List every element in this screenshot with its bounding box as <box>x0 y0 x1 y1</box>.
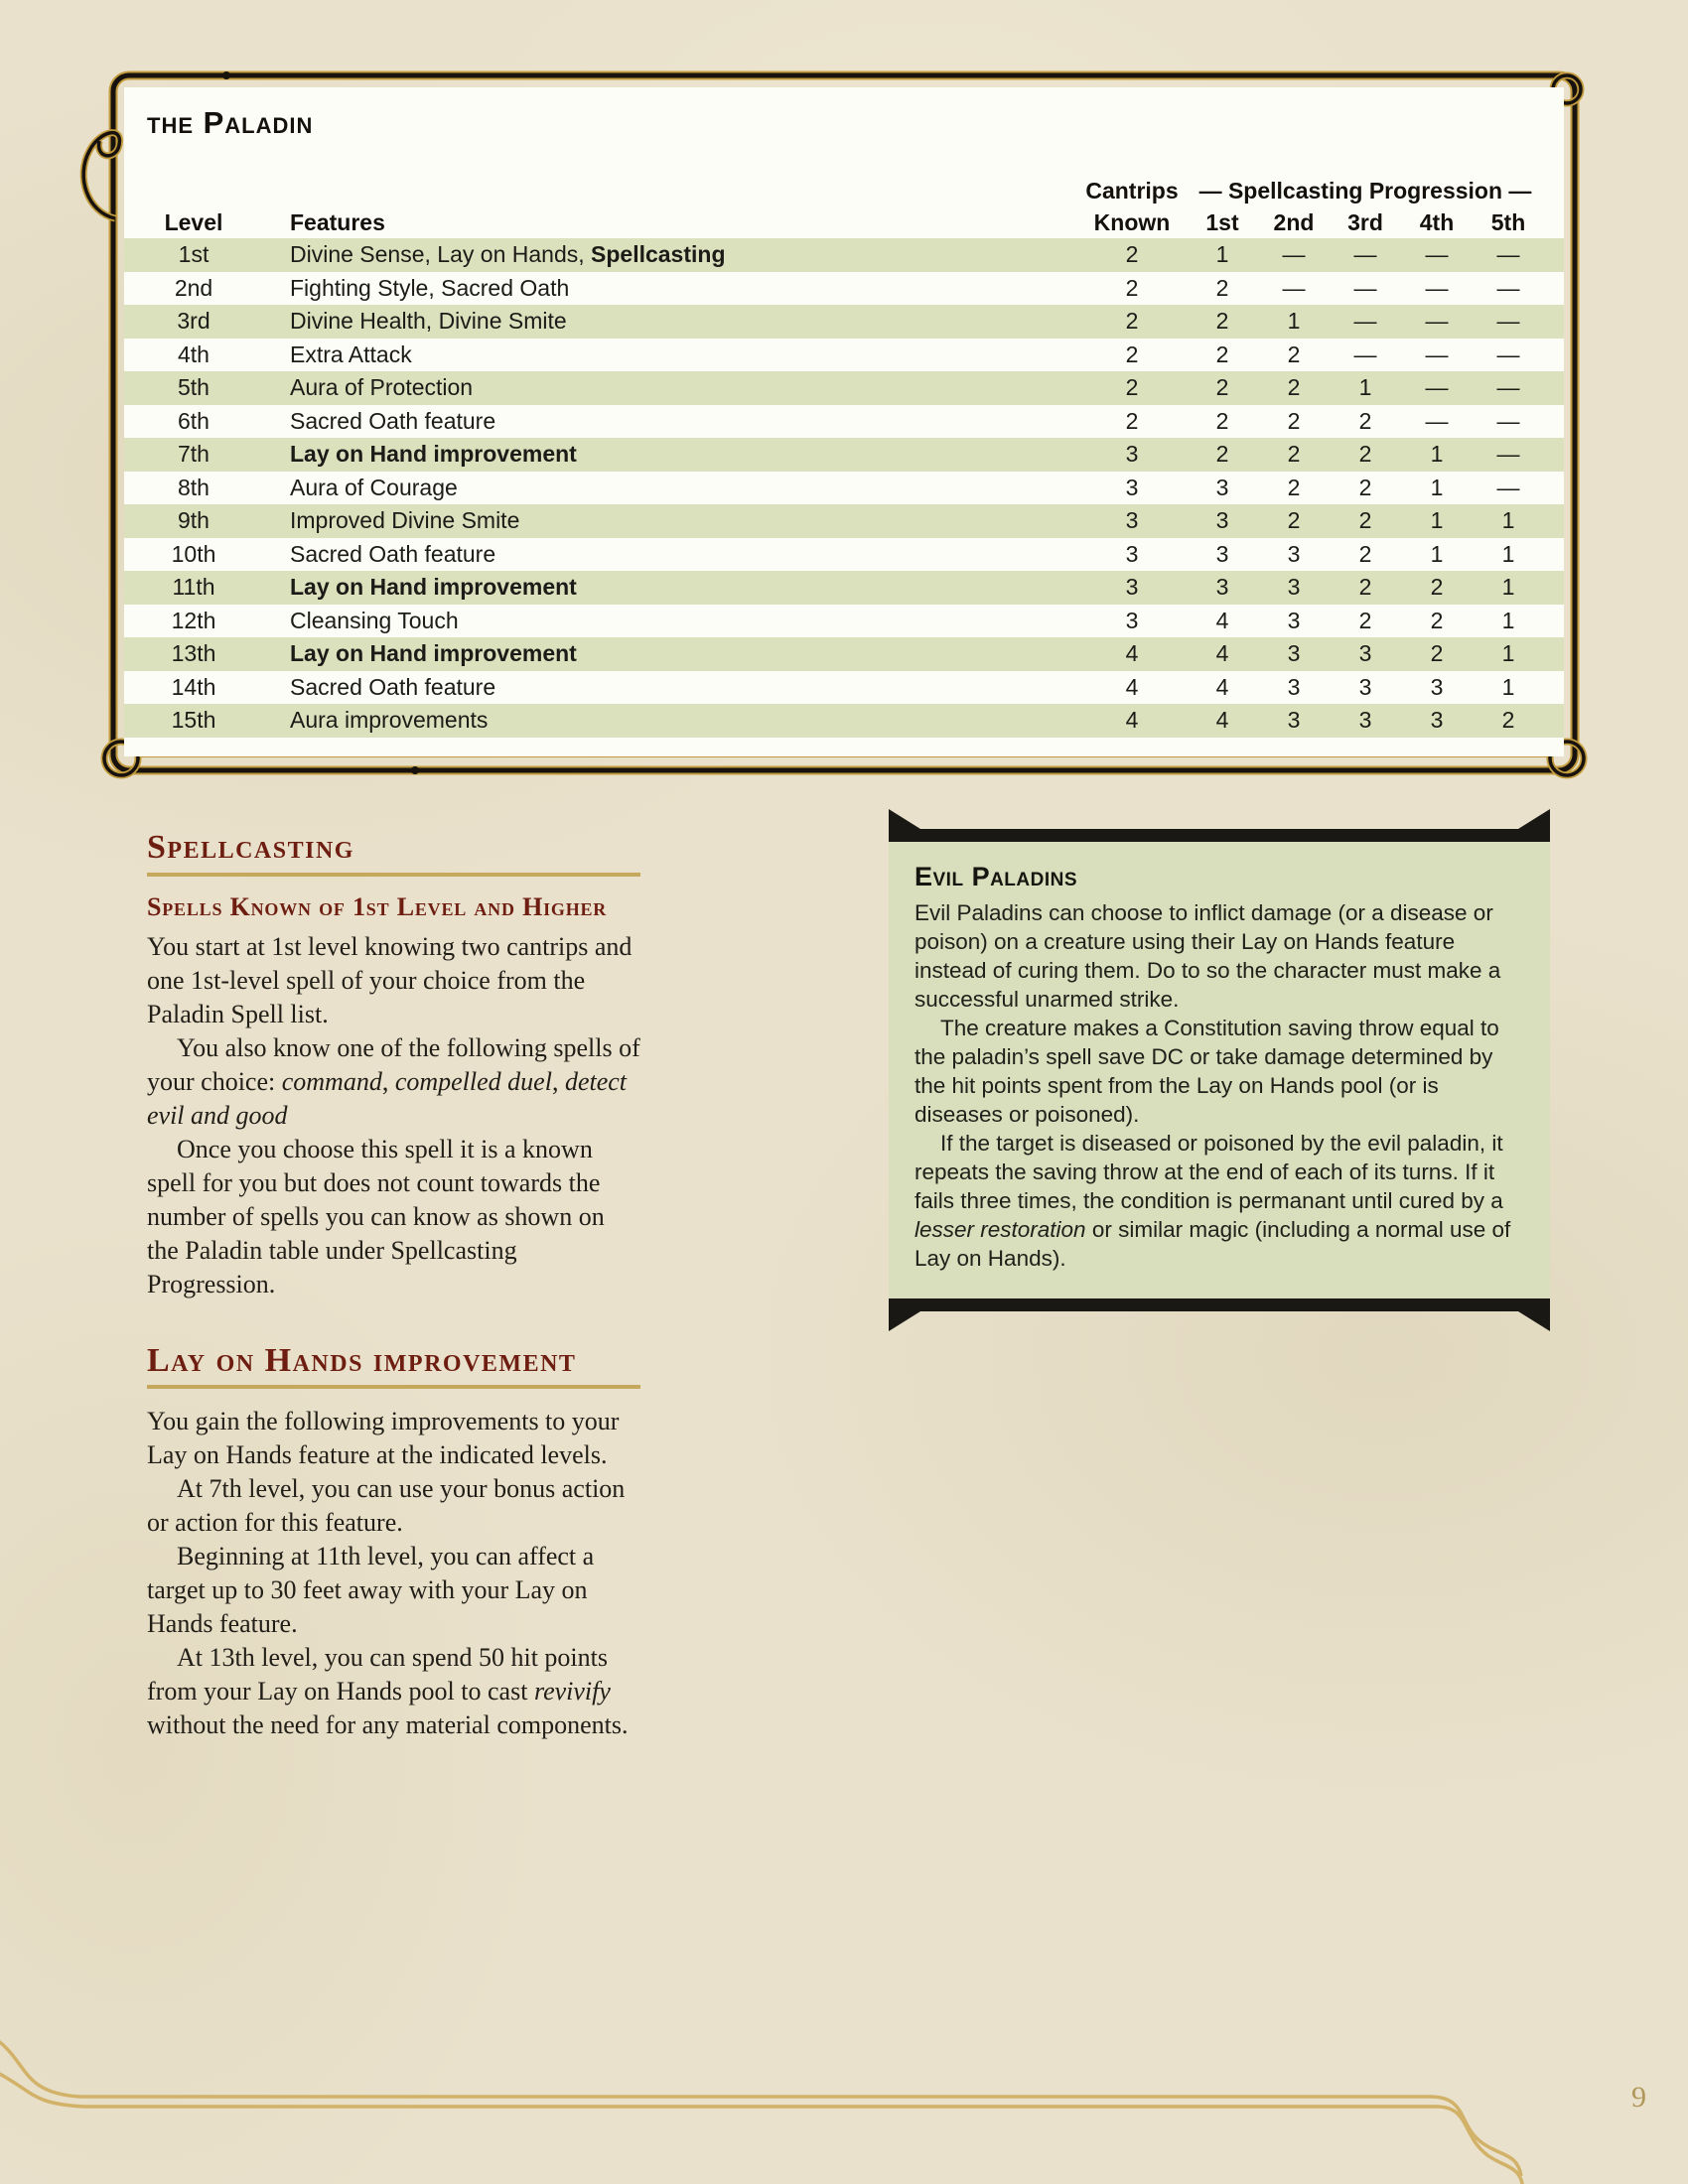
slot-cell: 3 <box>1358 673 1372 700</box>
slot-cell: 2 <box>1358 474 1372 500</box>
features-cell: Fighting Style, Sacred Oath <box>290 274 570 301</box>
slot-cell: 1 <box>1430 441 1444 468</box>
slot-cell: — <box>1496 274 1520 301</box>
slot-cell: 1 <box>1287 308 1301 335</box>
features-header: Features <box>290 208 385 235</box>
slot-cell: 1 <box>1430 474 1444 500</box>
slot-cell: 2 <box>1215 308 1229 335</box>
slot-cell: — <box>1353 308 1377 335</box>
level-header: Level <box>164 208 223 235</box>
table-row <box>124 339 1564 372</box>
features-cell: Aura of Protection <box>290 374 474 401</box>
slot-cell: — <box>1425 341 1449 367</box>
level-cell: 12th <box>171 607 216 633</box>
level-cell: 1st <box>178 241 210 268</box>
table-row <box>124 704 1564 738</box>
slot-cell: 2 <box>1287 474 1301 500</box>
slot-cell: 2 <box>1430 607 1444 633</box>
level-cell: 9th <box>178 507 210 534</box>
table-title: the Paladin <box>147 105 314 140</box>
slot-cell: — <box>1496 341 1520 367</box>
table-row <box>124 371 1564 405</box>
slot-cell: 1 <box>1430 507 1444 534</box>
slot-cell: — <box>1425 374 1449 401</box>
slot-cell: 3 <box>1215 574 1229 601</box>
cantrips-cell: 3 <box>1125 441 1139 468</box>
slot-cell: 2 <box>1287 407 1301 434</box>
gold-rule <box>147 1385 640 1389</box>
cantrips-cell: 2 <box>1125 407 1139 434</box>
slot-cell: 2 <box>1358 607 1372 633</box>
banner-right-triangle <box>1518 809 1550 829</box>
cantrips-cell: 2 <box>1125 341 1139 367</box>
lay-on-hands-paragraphs <box>147 1405 640 1742</box>
slot-cell: 3 <box>1430 707 1444 734</box>
slot-cell: 4 <box>1215 640 1229 667</box>
slot-cell: — <box>1282 274 1306 301</box>
slot-cell: — <box>1496 407 1520 434</box>
slot-cell: — <box>1353 274 1377 301</box>
evil-paladins-paragraph: If the target is diseased or poisoned by the evil paladin, it repeats the saving throw at the end of each of its turns. If it fails three times, the condition is permanant until cured by a lesser restoration or similar magic (including a normal use of Lay on Hands). <box>914 1131 1511 1271</box>
slot-cell: 2 <box>1358 407 1372 434</box>
footer-flourish <box>0 2005 1688 2184</box>
slot-cell: — <box>1496 474 1520 500</box>
slot-header-5th: 5th <box>1490 208 1526 235</box>
slot-header-4th: 4th <box>1419 208 1455 235</box>
cantrips-cell: 2 <box>1125 274 1139 301</box>
box-bottom-banner <box>889 1298 1550 1311</box>
level-cell: 6th <box>178 407 210 434</box>
spellcasting-heading: Spellcasting <box>147 829 354 866</box>
slot-cell: 1 <box>1358 374 1372 401</box>
lay-on-hands-paragraph: You gain the following improvements to your Lay on Hands feature at the indicated levels. <box>147 1407 620 1470</box>
slot-cell: 1 <box>1501 640 1515 667</box>
slot-cell: 4 <box>1215 607 1229 633</box>
features-cell: Divine Sense, Lay on Hands, Spellcasting <box>290 241 726 268</box>
slot-cell: 2 <box>1430 640 1444 667</box>
cantrips-cell: 2 <box>1125 308 1139 335</box>
slot-cell: 2 <box>1501 707 1515 734</box>
spells-known-subheading: Spells Known of 1st Level and Higher <box>147 891 608 921</box>
slot-cell: 3 <box>1287 540 1301 567</box>
spellcasting-paragraph: You also know one of the following spells of your choice: command, compelled duel, detect evil and good <box>147 1032 640 1130</box>
slot-cell: 4 <box>1215 707 1229 734</box>
table-row <box>124 538 1564 572</box>
level-cell: 15th <box>171 707 216 734</box>
slot-cell: 1 <box>1430 540 1444 567</box>
cantrips-cell: 3 <box>1125 474 1139 500</box>
slot-cell: 1 <box>1501 673 1515 700</box>
slot-cell: 3 <box>1358 640 1372 667</box>
level-cell: 11th <box>172 574 215 601</box>
table-row <box>124 637 1564 671</box>
cantrips-cell: 3 <box>1125 574 1139 601</box>
level-cell: 7th <box>178 441 210 468</box>
slot-cell: 3 <box>1287 607 1301 633</box>
slot-cell: 1 <box>1215 241 1229 268</box>
features-cell: Sacred Oath feature <box>290 407 496 434</box>
features-cell: Divine Health, Divine Smite <box>290 308 567 335</box>
slot-cell: 3 <box>1287 640 1301 667</box>
table-row <box>124 405 1564 439</box>
slot-header-3rd: 3rd <box>1347 208 1383 235</box>
evil-paladins-title: Evil Paladins <box>914 862 1078 891</box>
evil-box-paragraphs <box>914 898 1526 1273</box>
level-cell: 4th <box>178 341 210 367</box>
cantrips-cell: 3 <box>1125 607 1139 633</box>
slot-cell: — <box>1496 241 1520 268</box>
slot-cell: 3 <box>1287 707 1301 734</box>
slot-cell: 4 <box>1215 673 1229 700</box>
evil-paladins-content <box>889 842 1550 1298</box>
spellcasting-paragraphs <box>147 930 640 1301</box>
table-row <box>124 671 1564 705</box>
cantrips-cell: 3 <box>1125 540 1139 567</box>
features-cell: Sacred Oath feature <box>290 673 496 700</box>
table-row <box>124 571 1564 605</box>
table-row <box>124 504 1564 538</box>
slot-cell: 2 <box>1287 341 1301 367</box>
gold-rule <box>147 873 640 877</box>
level-cell: 5th <box>178 374 210 401</box>
spellcasting-paragraph: Once you choose this spell it is a known spell for you but does not count towards the number of spells you can know as shown on the Paladin table under Spellcasting Progression. <box>147 1134 605 1298</box>
lay-on-hands-paragraph: At 7th level, you can use your bonus action or action for this feature. <box>147 1474 626 1538</box>
lay-on-hands-paragraph: At 13th level, you can spend 50 hit points from your Lay on Hands pool to cast revivify without the need for any material components. <box>147 1643 629 1740</box>
features-cell: Lay on Hand improvement <box>290 574 577 601</box>
cantrips-cell: 2 <box>1125 374 1139 401</box>
lay-on-hands-paragraph: Beginning at 11th level, you can affect a target up to 30 feet away with your Lay on Hands feature. <box>147 1542 595 1639</box>
table-header-row-bottom <box>124 206 1564 238</box>
slot-header-2nd: 2nd <box>1273 208 1315 235</box>
features-cell: Aura of Courage <box>290 474 458 500</box>
main-text-column <box>147 830 640 1742</box>
cantrips-header-line2: Known <box>1093 208 1171 235</box>
level-cell: 3rd <box>177 308 211 335</box>
slot-cell: 3 <box>1215 507 1229 534</box>
slot-cell: 2 <box>1358 540 1372 567</box>
evil-paladins-box <box>889 829 1550 1311</box>
level-cell: 10th <box>171 540 216 567</box>
slot-cell: 3 <box>1215 540 1229 567</box>
table-header <box>124 175 1564 238</box>
section-gap <box>147 1301 640 1343</box>
spellcasting-paragraph: You start at 1st level knowing two cantrips and one 1st-level spell of your choice from the Paladin Spell list. <box>147 931 633 1028</box>
table-row <box>124 605 1564 638</box>
slot-cell: 2 <box>1215 407 1229 434</box>
features-cell: Improved Divine Smite <box>290 507 520 534</box>
slot-cell: — <box>1282 241 1306 268</box>
slot-cell: 3 <box>1287 574 1301 601</box>
slot-cell: 2 <box>1358 574 1372 601</box>
evil-paladins-paragraph: Evil Paladins can choose to inflict damage (or a disease or poison) on a creature using their Lay on Hands feature instead of curing them. Do to so the character must make a successful unarmed strike. <box>914 900 1501 1012</box>
slot-cell: — <box>1425 274 1449 301</box>
table-header-row-top <box>124 175 1564 206</box>
features-cell: Aura improvements <box>290 707 489 734</box>
slot-cell: 3 <box>1358 707 1372 734</box>
slot-cell: 2 <box>1287 374 1301 401</box>
spellcasting-progression-header: — Spellcasting Progression — <box>1198 177 1532 204</box>
slot-cell: — <box>1425 407 1449 434</box>
lay-on-hands-heading: Lay on Hands improvement <box>147 1341 577 1379</box>
evil-paladins-paragraph: The creature makes a Constitution saving throw equal to the paladin’s spell save DC or take damage determined by the hit points spent from the Lay on Hands pool (or is diseases or poisoned). <box>914 1016 1499 1127</box>
cantrips-cell: 4 <box>1125 707 1139 734</box>
table-row <box>124 272 1564 306</box>
slot-cell: 2 <box>1430 574 1444 601</box>
cantrips-header-line1: Cantrips <box>1085 177 1179 204</box>
slot-cell: 3 <box>1287 673 1301 700</box>
slot-cell: 2 <box>1215 274 1229 301</box>
banner-right-triangle <box>1518 1311 1550 1331</box>
slot-cell: 3 <box>1215 474 1229 500</box>
paladin-class-table <box>124 87 1564 756</box>
slot-cell: 2 <box>1358 441 1372 468</box>
banner-left-triangle <box>889 1311 920 1331</box>
slot-cell: 3 <box>1430 673 1444 700</box>
table-row <box>124 438 1564 472</box>
slot-cell: 1 <box>1501 607 1515 633</box>
slot-cell: 2 <box>1215 374 1229 401</box>
slot-cell: — <box>1496 374 1520 401</box>
table-row <box>124 472 1564 505</box>
features-cell: Extra Attack <box>290 341 412 367</box>
slot-header-1st: 1st <box>1205 208 1239 235</box>
page-number: 9 <box>1631 2081 1646 2114</box>
slot-cell: — <box>1425 241 1449 268</box>
level-cell: 2nd <box>174 274 213 301</box>
slot-cell: 1 <box>1501 540 1515 567</box>
cantrips-cell: 2 <box>1125 241 1139 268</box>
slot-cell: 2 <box>1358 507 1372 534</box>
table-row <box>124 305 1564 339</box>
slot-cell: 1 <box>1501 574 1515 601</box>
slot-cell: 2 <box>1287 441 1301 468</box>
level-cell: 14th <box>171 673 216 700</box>
slot-cell: — <box>1353 341 1377 367</box>
level-cell: 13th <box>171 640 216 667</box>
slot-cell: — <box>1496 308 1520 335</box>
table-row <box>124 238 1564 272</box>
level-cell: 8th <box>178 474 210 500</box>
paladin-table-rows <box>124 238 1564 738</box>
slot-cell: 2 <box>1215 341 1229 367</box>
slot-cell: — <box>1496 441 1520 468</box>
cantrips-cell: 3 <box>1125 507 1139 534</box>
features-cell: Cleansing Touch <box>290 607 459 633</box>
cantrips-cell: 4 <box>1125 640 1139 667</box>
slot-cell: 1 <box>1501 507 1515 534</box>
box-top-banner <box>889 829 1550 842</box>
features-cell: Lay on Hand improvement <box>290 441 577 468</box>
slot-cell: — <box>1353 241 1377 268</box>
slot-cell: 2 <box>1287 507 1301 534</box>
cantrips-cell: 4 <box>1125 673 1139 700</box>
slot-cell: 2 <box>1215 441 1229 468</box>
features-cell: Lay on Hand improvement <box>290 640 577 667</box>
banner-left-triangle <box>889 809 920 829</box>
features-cell: Sacred Oath feature <box>290 540 496 567</box>
slot-cell: — <box>1425 308 1449 335</box>
